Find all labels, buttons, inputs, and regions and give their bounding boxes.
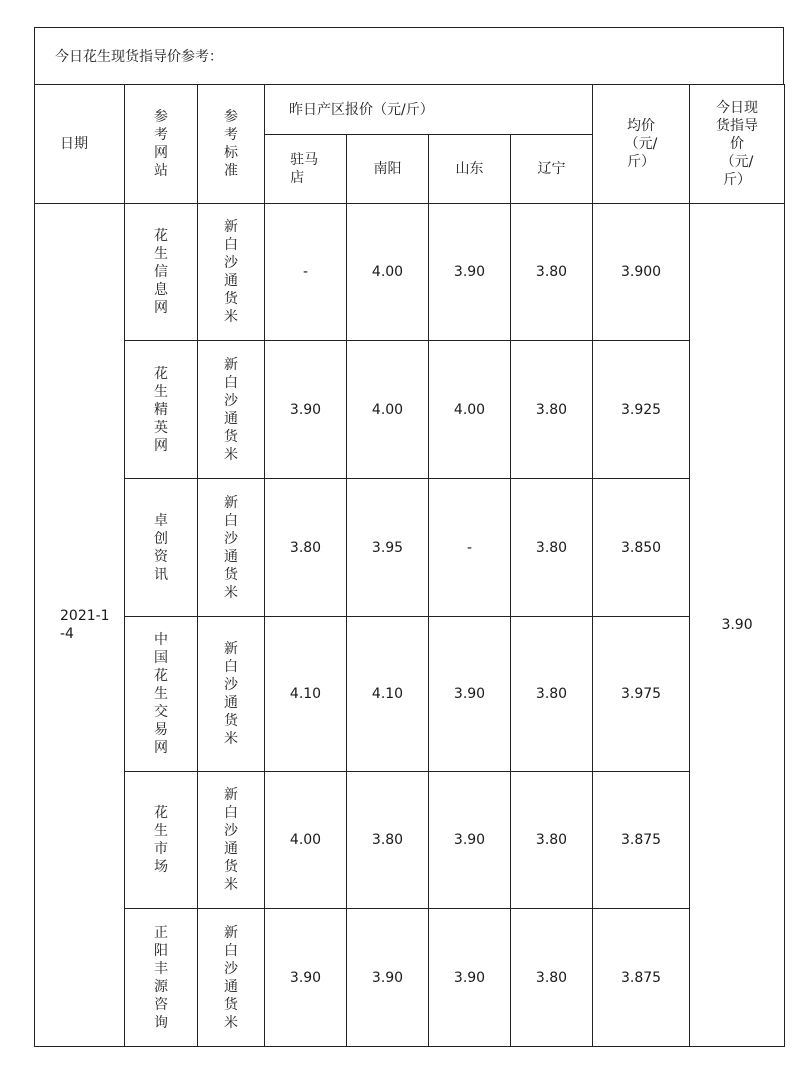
table-row <box>35 479 785 617</box>
standard-cell <box>198 617 265 772</box>
site-name: 花生信息网 <box>153 228 168 316</box>
site-cell <box>125 341 198 479</box>
price-shandong: - <box>429 479 511 617</box>
price-nanyang: 3.80 <box>347 772 429 909</box>
header-row-1 <box>35 85 785 135</box>
document-title <box>34 27 784 84</box>
price-shandong: 3.90 <box>429 204 511 341</box>
site-cell <box>125 772 198 909</box>
site-name: 中国花生交易网 <box>153 632 168 756</box>
header-site <box>125 85 198 204</box>
table-row <box>35 772 785 909</box>
header-guide-label: 今日现货指导价（元/斤） <box>716 100 759 188</box>
price-avg: 3.925 <box>593 341 690 479</box>
header-region-shandong <box>429 135 511 204</box>
header-region-zhumadian <box>265 135 347 204</box>
price-document <box>34 27 784 1047</box>
site-name: 正阳丰源咨询 <box>153 924 168 1031</box>
price-avg: 3.850 <box>593 479 690 617</box>
table-row <box>35 341 785 479</box>
price-liaoning: 3.80 <box>511 204 593 341</box>
price-table <box>34 84 785 1047</box>
header-standard-label: 参考标准 <box>223 109 238 179</box>
standard-name: 新白沙通货米 <box>223 787 238 893</box>
site-name: 卓创资讯 <box>153 512 168 583</box>
header-avg <box>593 85 690 204</box>
price-zhumadian: 4.00 <box>265 772 347 909</box>
standard-name: 新白沙通货米 <box>223 219 238 325</box>
price-shandong: 3.90 <box>429 617 511 772</box>
price-avg: 3.875 <box>593 772 690 909</box>
standard-name: 新白沙通货米 <box>223 641 238 747</box>
header-yesterday-label: 昨日产区报价（元/斤） <box>289 101 434 118</box>
site-name: 花生市场 <box>153 805 168 875</box>
header-avg-label: 均价（元/斤） <box>624 118 658 170</box>
price-zhumadian: 3.80 <box>265 479 347 617</box>
price-avg: 3.975 <box>593 617 690 772</box>
price-nanyang: 4.00 <box>347 341 429 479</box>
date-cell <box>35 204 125 1047</box>
header-region-liaoning-label: 辽宁 <box>537 161 566 177</box>
price-zhumadian: 3.90 <box>265 909 347 1047</box>
price-zhumadian: - <box>265 204 347 341</box>
price-liaoning: 3.80 <box>511 909 593 1047</box>
price-avg: 3.900 <box>593 204 690 341</box>
header-region-zhumadian-label: 驻马店 <box>290 152 319 186</box>
header-region-nanyang <box>347 135 429 204</box>
price-nanyang: 3.90 <box>347 909 429 1047</box>
header-region-nanyang-label: 南阳 <box>373 161 402 177</box>
header-site-label: 参考网站 <box>153 109 168 179</box>
standard-cell <box>198 909 265 1047</box>
site-cell <box>125 204 198 341</box>
site-cell <box>125 909 198 1047</box>
guide-price-cell: 3.90 <box>690 204 785 1047</box>
price-liaoning: 3.80 <box>511 617 593 772</box>
header-date <box>35 85 125 204</box>
standard-cell <box>198 204 265 341</box>
site-name: 花生精英网 <box>153 365 168 454</box>
header-standard <box>198 85 265 204</box>
price-liaoning: 3.80 <box>511 772 593 909</box>
price-nanyang: 4.10 <box>347 617 429 772</box>
price-nanyang: 4.00 <box>347 204 429 341</box>
title-text: 今日花生现货指导价参考： <box>55 49 223 65</box>
price-liaoning: 3.80 <box>511 341 593 479</box>
header-yesterday-group <box>265 85 593 135</box>
header-region-shandong-label: 山东 <box>455 161 484 177</box>
price-shandong: 3.90 <box>429 772 511 909</box>
standard-cell <box>198 479 265 617</box>
table-row <box>35 617 785 772</box>
header-region-liaoning <box>511 135 593 204</box>
date-value: 2021-1-4 <box>60 608 110 642</box>
price-nanyang: 3.95 <box>347 479 429 617</box>
header-date-label: 日期 <box>60 136 88 152</box>
price-shandong: 3.90 <box>429 909 511 1047</box>
standard-name: 新白沙通货米 <box>223 356 238 463</box>
price-liaoning: 3.80 <box>511 479 593 617</box>
header-guide <box>690 85 785 204</box>
price-zhumadian: 3.90 <box>265 341 347 479</box>
table-row <box>35 204 785 341</box>
standard-name: 新白沙通货米 <box>223 494 238 601</box>
price-shandong: 4.00 <box>429 341 511 479</box>
standard-name: 新白沙通货米 <box>223 924 238 1031</box>
standard-cell <box>198 772 265 909</box>
site-cell <box>125 617 198 772</box>
site-cell <box>125 479 198 617</box>
standard-cell <box>198 341 265 479</box>
table-row <box>35 909 785 1047</box>
price-zhumadian: 4.10 <box>265 617 347 772</box>
price-avg: 3.875 <box>593 909 690 1047</box>
